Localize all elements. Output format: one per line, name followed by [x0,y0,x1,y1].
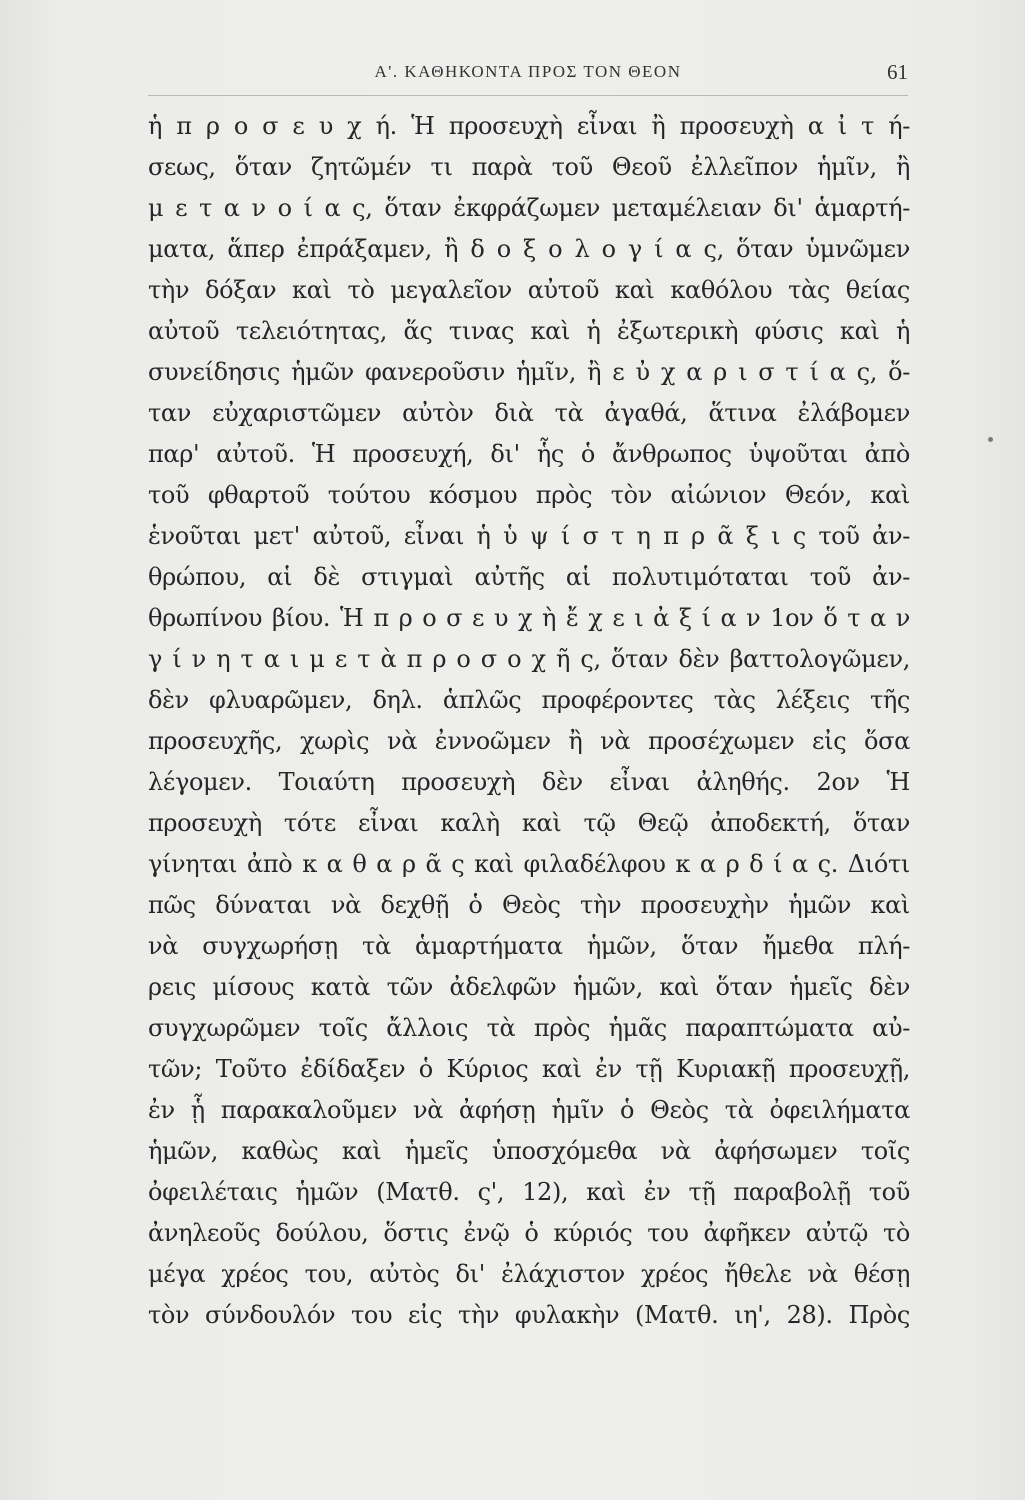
text-line: ἐν ᾗ παρακαλοῦμεν νὰ ἀφήσῃ ἡμῖν ὁ Θεὸς τὰ ὀφειλήματα [148,1096,910,1124]
text-line: ὀφειλέταις ἡμῶν (Ματθ. ς', 12), καὶ ἐν τῇ παραβολῇ τοῦ [148,1178,910,1206]
text-line: δὲν φλυαρῶμεν, δηλ. ἁπλῶς προφέροντες τὰς λέξεις τῆς [148,686,910,714]
text-line: γ ί ν η τ α ι μ ε τ ὰ π ρ ο σ ο χ ῆ ς, ὅταν δὲν βαττολογῶμεν, [148,645,910,673]
header-divider [148,95,908,96]
text-line: αὐτοῦ τελειότητας, ἅς τινας καὶ ἡ ἐξωτερικὴ φύσις καὶ ἡ [148,317,910,345]
body-text [148,106,910,1336]
text-line: μ ε τ α ν ο ί α ς, ὅταν ἐκφράζωμεν μεταμέλειαν δι' ἁμαρτή- [148,194,910,222]
text-line: παρ' αὐτοῦ. Ἡ προσευχή, δι' ἧς ὁ ἄνθρωπος ὑψοῦται ἀπὸ [148,440,910,468]
text-line: συγχωρῶμεν τοῖς ἄλλοις τὰ πρὸς ἡμᾶς παραπτώματα αὐ- [148,1014,910,1042]
text-line: τοῦ φθαρτοῦ τούτου κόσμου πρὸς τὸν αἰώνιον Θεόν, καὶ [148,481,910,509]
text-line: ἑνοῦται μετ' αὐτοῦ, εἶναι ἡ ὑ ψ ί σ τ η π ρ ᾶ ξ ι ς τοῦ ἀν- [148,522,910,550]
text-line: τὴν δόξαν καὶ τὸ μεγαλεῖον αὐτοῦ καὶ καθόλου τὰς θείας [148,276,910,304]
running-title: Α'. ΚΑΘΗΚΟΝΤΑ ΠΡΟΣ ΤΟΝ ΘΕΟΝ [374,62,682,81]
text-line: θρώπου, αἱ δὲ στιγμαὶ αὐτῆς αἱ πολυτιμόταται τοῦ ἀν- [148,563,910,591]
text-line: μέγα χρέος του, αὐτὸς δι' ἐλάχιστον χρέος ἤθελε νὰ θέσῃ [148,1260,910,1288]
text-line: ματα, ἅπερ ἐπράξαμεν, ἢ δ ο ξ ο λ ο γ ί α ς, ὅταν ὑμνῶμεν [148,235,910,263]
text-line: συνείδησις ἡμῶν φανεροῦσιν ἡμῖν, ἢ ε ὐ χ α ρ ι σ τ ί α ς, ὅ- [148,358,910,386]
text-line: θρωπίνου βίου. Ἡ π ρ ο σ ε υ χ ὴ ἔ χ ε ι ἀ ξ ί α ν 1ον ὅ τ α ν [148,604,910,632]
text-line: ρεις μίσους κατὰ τῶν ἀδελφῶν ἡμῶν, καὶ ὅταν ἡμεῖς δὲν [148,973,910,1001]
print-speck [988,437,993,442]
text-line: ταν εὐχαριστῶμεν αὐτὸν διὰ τὰ ἀγαθά, ἅτινα ἐλάβομεν [148,399,910,427]
text-line: ἡ π ρ ο σ ε υ χ ή. Ἡ προσευχὴ εἶναι ἢ προσευχὴ α ἰ τ ή- [148,112,910,140]
text-line: τὸν σύνδουλόν του εἰς τὴν φυλακὴν (Ματθ. ιη', 28). Πρὸς [148,1301,910,1329]
text-line: σεως, ὅταν ζητῶμέν τι παρὰ τοῦ Θεοῦ ἐλλεῖπον ἡμῖν, ἢ [148,153,910,181]
text-line: προσευχὴ τότε εἶναι καλὴ καὶ τῷ Θεῷ ἀποδεκτή, ὅταν [148,809,910,837]
page-header [148,60,908,90]
text-line: λέγομεν. Τοιαύτη προσευχὴ δὲν εἶναι ἀληθής. 2ον Ἡ [148,768,910,796]
text-line: ἀνηλεοῦς δούλου, ὅστις ἐνῷ ὁ κύριός του ἀφῆκεν αὐτῷ τὸ [148,1219,910,1247]
text-line: προσευχῆς, χωρὶς νὰ ἐννοῶμεν ἢ νὰ προσέχωμεν εἰς ὅσα [148,727,910,755]
text-line: ἡμῶν, καθὼς καὶ ἡμεῖς ὑποσχόμεθα νὰ ἀφήσωμεν τοῖς [148,1137,910,1165]
text-line: πῶς δύναται νὰ δεχθῇ ὁ Θεὸς τὴν προσευχὴν ἡμῶν καὶ [148,891,910,919]
text-line: γίνηται ἀπὸ κ α θ α ρ ᾶ ς καὶ φιλαδέλφου κ α ρ δ ί α ς. Διότι [148,850,910,878]
text-line: νὰ συγχωρήσῃ τὰ ἁμαρτήματα ἡμῶν, ὅταν ἤμεθα πλή- [148,932,910,960]
text-line: τῶν; Τοῦτο ἐδίδαξεν ὁ Κύριος καὶ ἐν τῇ Κυριακῇ προσευχῇ, [148,1055,910,1083]
page-number: 61 [887,60,908,84]
